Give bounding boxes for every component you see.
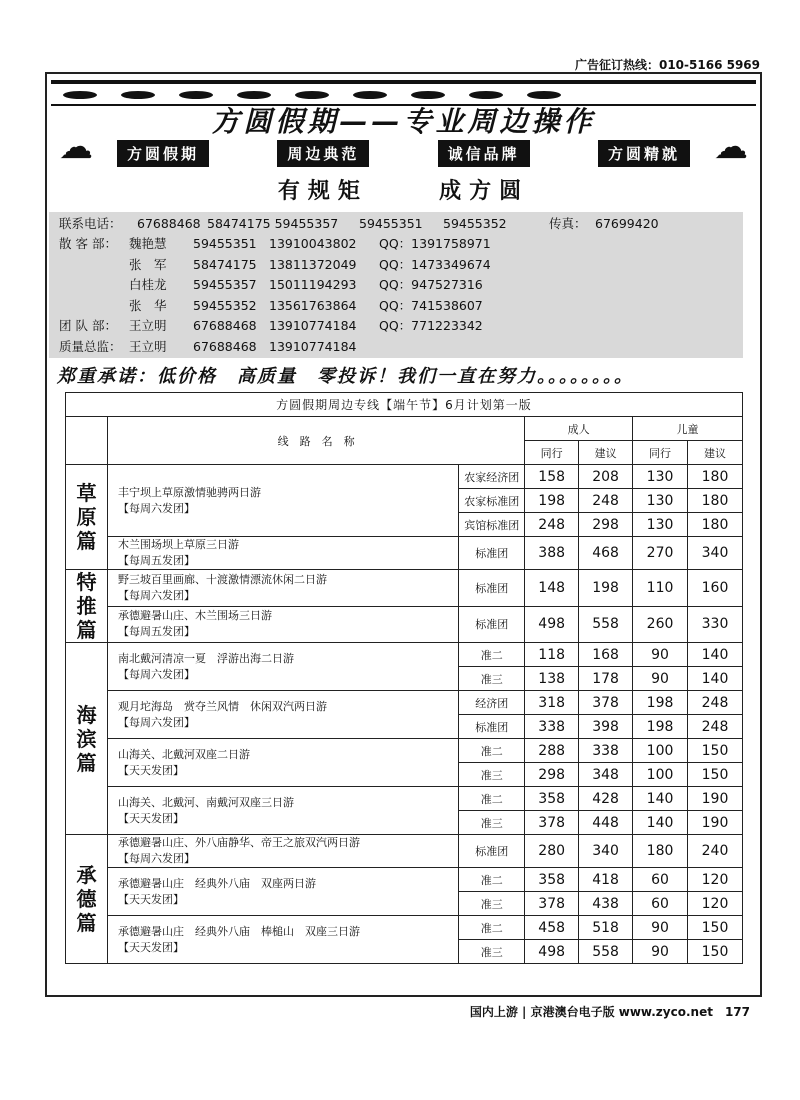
contact-name: 张 华 — [129, 297, 167, 313]
price-cell: 260 — [633, 606, 688, 643]
price-cell: 248 — [688, 715, 743, 739]
grade-cell: 准二 — [459, 787, 525, 811]
price-cell: 248 — [579, 489, 633, 513]
price-cell: 558 — [579, 940, 633, 964]
price-cell: 338 — [579, 739, 633, 763]
price-cell: 378 — [579, 691, 633, 715]
route-title: 木兰围场坝上草原三日游 — [117, 538, 239, 551]
price-cell: 498 — [525, 940, 579, 964]
tab-bar — [117, 140, 690, 167]
corner-cell — [66, 417, 108, 465]
price-cell: 130 — [633, 513, 688, 537]
price-cell: 190 — [688, 787, 743, 811]
contact-qq: QQ：741538607 — [379, 297, 483, 313]
contact-name: 张 军 — [129, 256, 167, 272]
price-cell: 498 — [525, 606, 579, 643]
route-name — [107, 606, 458, 643]
grade-cell: 宾馆标准团 — [459, 513, 525, 537]
table-row — [66, 916, 743, 940]
tab-3: 诚信品牌 — [438, 140, 530, 167]
slogan — [47, 174, 760, 205]
phone-label: 联系电话： — [59, 216, 122, 231]
adult-peer-header: 同行 — [525, 441, 579, 465]
route-schedule: 【天天发团】 — [117, 892, 184, 906]
price-cell: 558 — [579, 606, 633, 643]
grade-cell: 准二 — [459, 868, 525, 892]
price-cell: 240 — [688, 835, 743, 868]
price-cell: 118 — [525, 643, 579, 667]
price-cell: 378 — [525, 811, 579, 835]
contact-dept: 散 客 部： — [59, 236, 117, 251]
price-cell: 90 — [633, 643, 688, 667]
price-cell: 60 — [633, 892, 688, 916]
grade-cell: 经济团 — [459, 691, 525, 715]
contact-qq: QQ：1391758971 — [379, 236, 491, 251]
grade-cell: 农家经济团 — [459, 465, 525, 489]
price-cell: 298 — [525, 763, 579, 787]
route-title: 野三坡百里画廊、十渡激情漂流休闲二日游 — [117, 572, 327, 586]
route-schedule: 【每周五发团】 — [117, 625, 195, 639]
route-name — [107, 787, 458, 835]
price-cell: 138 — [525, 667, 579, 691]
tab-1: 方圆假期 — [117, 140, 209, 167]
contact-dept: 团 队 部： — [59, 318, 117, 333]
grade-cell: 准三 — [459, 892, 525, 916]
price-cell: 198 — [525, 489, 579, 513]
price-cell: 248 — [525, 513, 579, 537]
contact-mobile: 13561763864 — [269, 297, 357, 313]
contact-name: 王立明 — [129, 338, 167, 354]
route-title: 丰宁坝上草原激情驰骋两日游 — [117, 485, 261, 499]
category-label: 特 推 篇 — [66, 570, 108, 643]
table-row — [66, 606, 743, 643]
price-cell: 398 — [579, 715, 633, 739]
price-cell: 298 — [579, 513, 633, 537]
price-cell: 358 — [525, 787, 579, 811]
route-header: 线 路 名 称 — [107, 417, 524, 465]
top-hotline: 广告征订热线：010-5166 5969 — [574, 58, 760, 72]
price-cell: 448 — [579, 811, 633, 835]
route-title: 山海关、北戴河双座二日游 — [117, 747, 250, 761]
contact-qq: QQ：771223342 — [379, 318, 483, 333]
price-cell: 438 — [579, 892, 633, 916]
contact-name: 魏艳慧 — [129, 236, 167, 251]
route-title: 观月坨海岛 赏夺兰风情 休闲双汽两日游 — [117, 699, 327, 713]
contact-name: 白桂龙 — [129, 277, 167, 292]
price-cell: 288 — [525, 739, 579, 763]
price-cell: 100 — [633, 763, 688, 787]
fax-number: 67699420 — [595, 216, 659, 231]
table-row — [66, 787, 743, 811]
category-label: 海 滨 篇 — [66, 643, 108, 835]
route-name — [107, 643, 458, 691]
grade-cell: 标准团 — [459, 835, 525, 868]
price-cell: 358 — [525, 868, 579, 892]
route-title: 山海关、北戴河、南戴河双座三日游 — [117, 795, 294, 809]
route-schedule: 【每周六发团】 — [117, 667, 195, 681]
contact-phone: 58474175 — [193, 256, 257, 272]
phone-2: 58474175 59455357 — [207, 216, 339, 231]
table-row — [66, 570, 743, 607]
route-schedule: 【每周六发团】 — [117, 852, 195, 865]
table-row — [66, 868, 743, 892]
price-cell: 150 — [688, 916, 743, 940]
child-header: 儿童 — [633, 417, 743, 441]
price-cell: 330 — [688, 606, 743, 643]
route-title: 南北戴河清凉一夏 浮游出海二日游 — [117, 651, 294, 665]
footer: 国内上游 | 京港澳台电子版 www.zyco.net 177 — [469, 1005, 750, 1019]
grade-cell: 标准团 — [459, 715, 525, 739]
child-peer-header: 同行 — [633, 441, 688, 465]
contact-mobile: 13910774184 — [269, 318, 357, 333]
price-cell: 180 — [688, 465, 743, 489]
price-cell: 130 — [633, 465, 688, 489]
grade-cell: 准二 — [459, 643, 525, 667]
grade-cell: 准三 — [459, 940, 525, 964]
price-cell: 140 — [633, 811, 688, 835]
route-title: 承德避暑山庄、外八庙静华、帝王之旅双汽两日游 — [117, 836, 360, 849]
contact-dept: 质量总监： — [59, 338, 122, 354]
route-schedule: 【天天发团】 — [117, 763, 184, 777]
contact-phone: 67688468 — [193, 318, 257, 333]
price-cell: 150 — [688, 940, 743, 964]
grade-cell: 准三 — [459, 667, 525, 691]
price-cell: 178 — [579, 667, 633, 691]
price-cell: 340 — [579, 835, 633, 868]
route-schedule: 【天天发团】 — [117, 811, 184, 825]
route-name — [107, 537, 458, 570]
price-cell: 168 — [579, 643, 633, 667]
price-cell: 248 — [688, 691, 743, 715]
phone-4: 59455352 — [443, 216, 507, 231]
grade-cell: 标准团 — [459, 537, 525, 570]
grade-cell: 准三 — [459, 811, 525, 835]
contact-mobile: 15011194293 — [269, 277, 357, 292]
price-cell: 378 — [525, 892, 579, 916]
price-cell: 160 — [688, 570, 743, 607]
fax-label: 传真： — [549, 216, 587, 231]
contact-mobile: 13910774184 — [269, 338, 357, 354]
route-title: 承德避暑山庄 经典外八庙 棒槌山 双座三日游 — [117, 924, 360, 938]
contact-mobile: 13811372049 — [269, 256, 357, 272]
route-schedule: 【天天发团】 — [117, 940, 184, 954]
contact-phone: 59455357 — [193, 277, 257, 292]
price-cell: 458 — [525, 916, 579, 940]
tab-4: 方圆精就 — [598, 140, 690, 167]
contact-panel — [49, 212, 743, 358]
route-name — [107, 835, 458, 868]
slogan-left: 有规矩 — [277, 179, 368, 204]
price-cell: 150 — [688, 739, 743, 763]
price-cell: 388 — [525, 537, 579, 570]
price-cell: 180 — [633, 835, 688, 868]
route-name — [107, 691, 458, 739]
table-row — [66, 465, 743, 489]
price-cell: 348 — [579, 763, 633, 787]
price-cell: 140 — [688, 643, 743, 667]
grade-cell: 准三 — [459, 763, 525, 787]
price-cell: 110 — [633, 570, 688, 607]
price-cell: 100 — [633, 739, 688, 763]
table-row — [66, 835, 743, 868]
route-name — [107, 916, 458, 964]
contact-qq: QQ：947527316 — [379, 277, 483, 292]
route-title: 承德避暑山庄 经典外八庙 双座两日游 — [117, 876, 316, 890]
route-schedule: 【每周六发团】 — [117, 588, 195, 602]
price-cell: 340 — [688, 537, 743, 570]
price-cell: 518 — [579, 916, 633, 940]
price-cell: 120 — [688, 868, 743, 892]
price-cell: 198 — [579, 570, 633, 607]
price-cell: 148 — [525, 570, 579, 607]
contact-phone: 67688468 — [193, 338, 257, 354]
contact-mobile: 13910043802 — [269, 236, 357, 251]
price-cell: 120 — [688, 892, 743, 916]
adult-suggest-header: 建议 — [579, 441, 633, 465]
price-cell: 428 — [579, 787, 633, 811]
tab-2: 周边典范 — [277, 140, 369, 167]
price-cell: 90 — [633, 916, 688, 940]
promise: 郑重承诺：低价格 高质量 零投诉！我们一直在努力。。。。。。。。 — [57, 366, 634, 387]
table-row — [66, 739, 743, 763]
grade-cell: 标准团 — [459, 570, 525, 607]
cloud-left-icon: ☁ — [59, 127, 93, 167]
contact-phone: 59455351 — [193, 236, 257, 251]
price-cell: 180 — [688, 489, 743, 513]
route-name — [107, 739, 458, 787]
route-name — [107, 868, 458, 916]
price-cell: 468 — [579, 537, 633, 570]
price-cell: 60 — [633, 868, 688, 892]
table-caption: 方圆假期周边专线【端午节】6月计划第一版 — [66, 393, 743, 417]
route-schedule: 【每周五发团】 — [117, 554, 195, 567]
table-row — [66, 691, 743, 715]
table-row — [66, 537, 743, 570]
route-name — [107, 570, 458, 607]
category-label: 承 德 篇 — [66, 835, 108, 964]
contact-phone: 59455352 — [193, 297, 257, 313]
price-cell: 198 — [633, 715, 688, 739]
price-cell: 190 — [688, 811, 743, 835]
price-cell: 418 — [579, 868, 633, 892]
route-name — [107, 465, 458, 537]
slogan-right: 成方圆 — [439, 179, 530, 204]
grade-cell: 标准团 — [459, 606, 525, 643]
price-cell: 90 — [633, 940, 688, 964]
price-cell: 270 — [633, 537, 688, 570]
grade-cell: 农家标准团 — [459, 489, 525, 513]
adult-header: 成人 — [525, 417, 633, 441]
contact-qq: QQ：1473349674 — [379, 256, 491, 272]
price-cell: 140 — [633, 787, 688, 811]
price-cell: 158 — [525, 465, 579, 489]
category-label: 草 原 篇 — [66, 465, 108, 570]
route-schedule: 【每周六发团】 — [117, 715, 195, 729]
price-cell: 90 — [633, 667, 688, 691]
headline: 方圆假期——专业周边操作 — [211, 105, 596, 138]
table-row — [66, 643, 743, 667]
contact-name: 王立明 — [129, 318, 167, 333]
price-cell: 150 — [688, 763, 743, 787]
price-cell: 198 — [633, 691, 688, 715]
cloud-right-icon: ☁ — [714, 127, 748, 167]
price-cell: 280 — [525, 835, 579, 868]
price-cell: 208 — [579, 465, 633, 489]
child-suggest-header: 建议 — [688, 441, 743, 465]
price-table — [65, 392, 743, 964]
price-cell: 318 — [525, 691, 579, 715]
route-schedule: 【每周六发团】 — [117, 501, 195, 515]
route-title: 承德避暑山庄、木兰围场三日游 — [117, 609, 272, 623]
price-cell: 338 — [525, 715, 579, 739]
price-cell: 130 — [633, 489, 688, 513]
grade-cell: 准二 — [459, 739, 525, 763]
price-cell: 180 — [688, 513, 743, 537]
ad-frame — [45, 72, 762, 997]
price-cell: 140 — [688, 667, 743, 691]
phone-1: 67688468 — [137, 216, 201, 231]
grade-cell: 准二 — [459, 916, 525, 940]
phone-3: 59455351 — [359, 216, 423, 231]
